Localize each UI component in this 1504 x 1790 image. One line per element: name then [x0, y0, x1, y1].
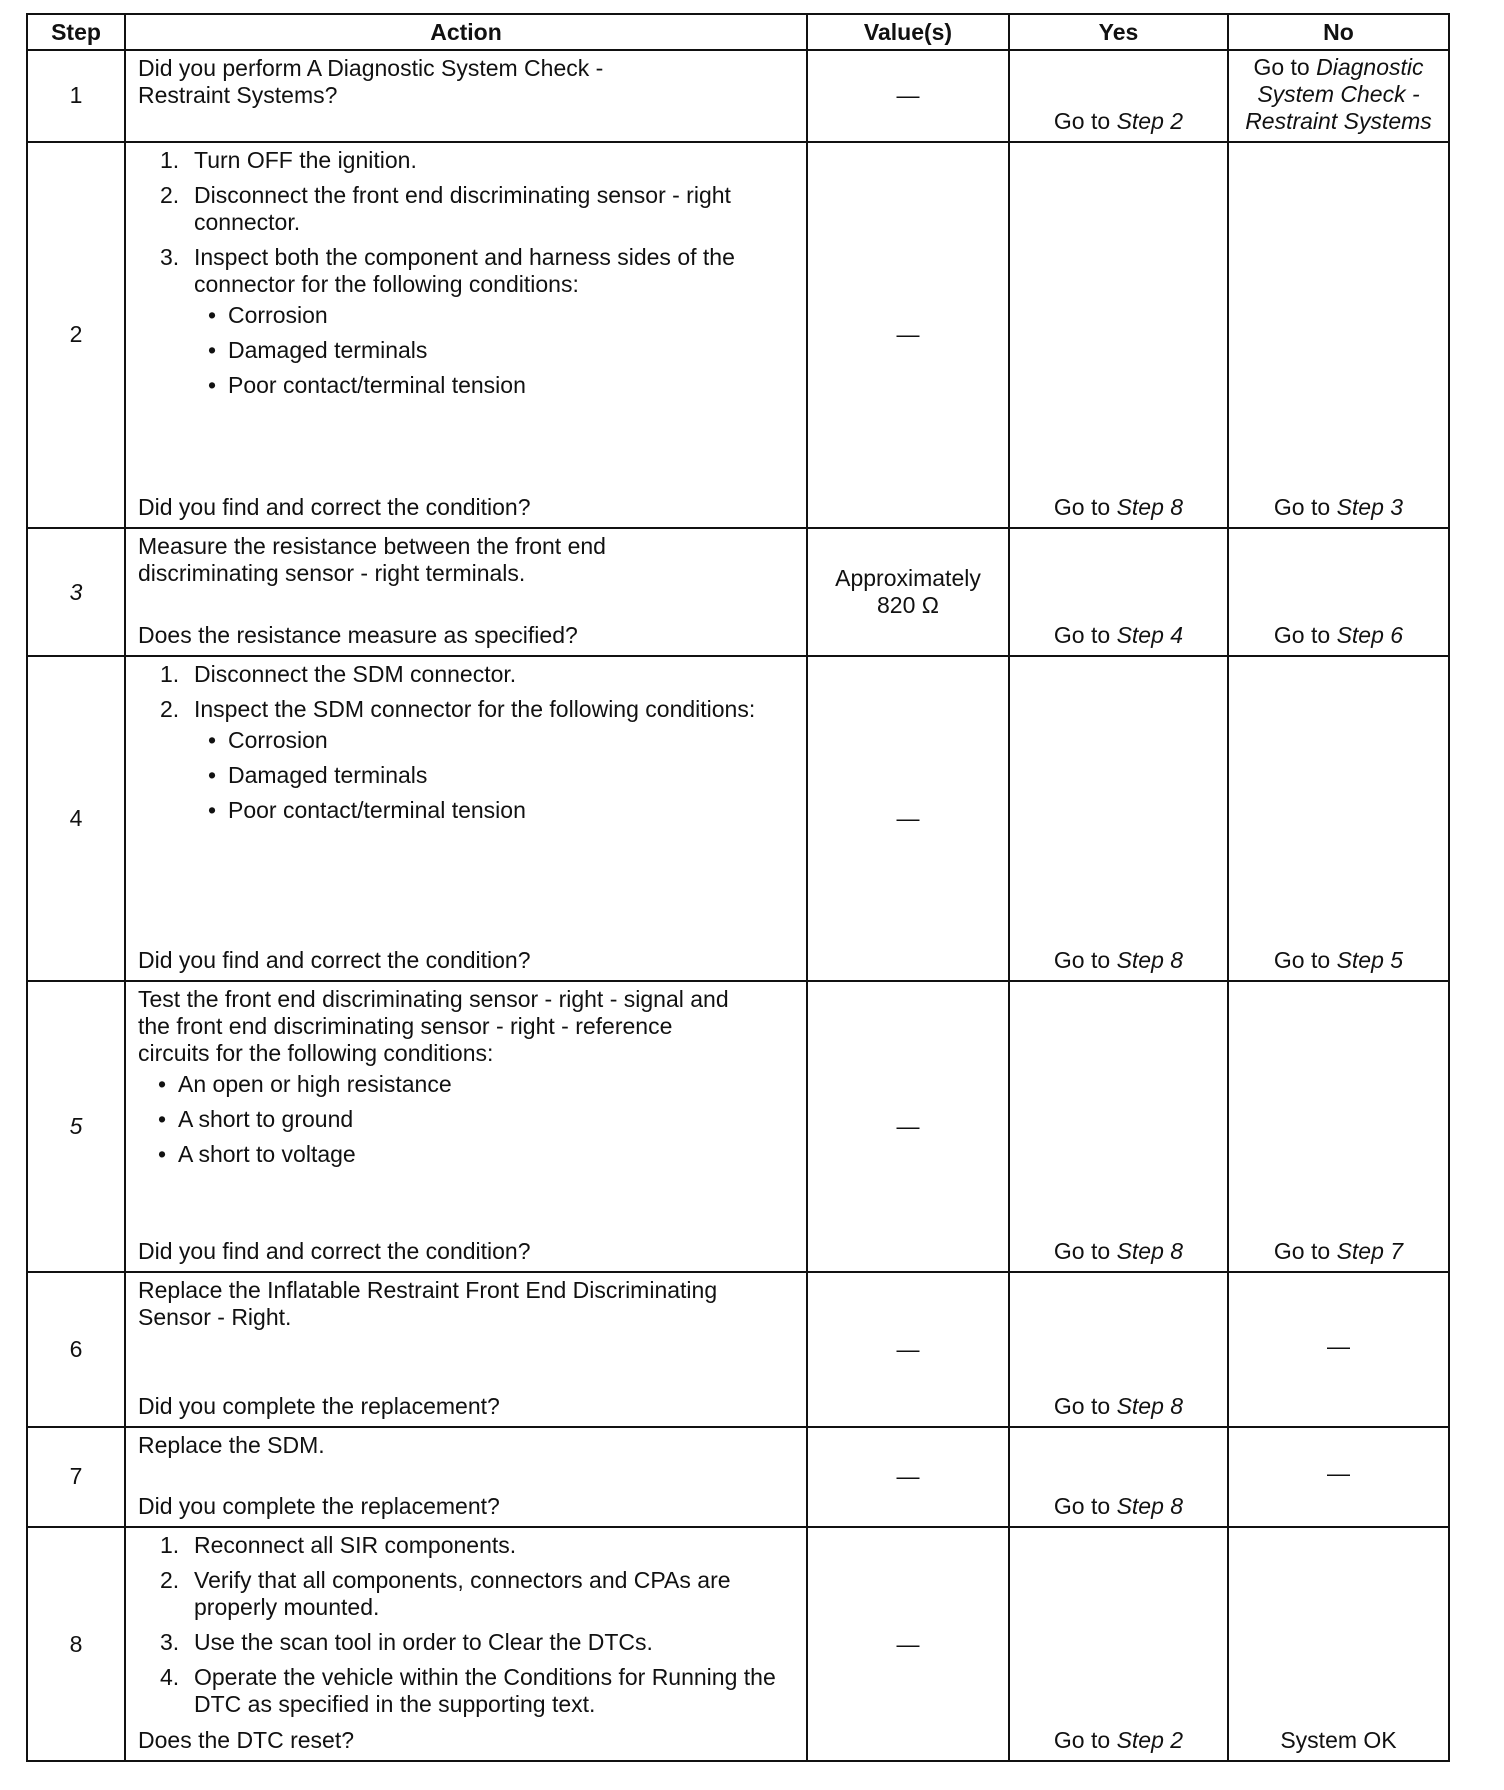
table-row — [27, 1272, 1449, 1427]
no-cell: Go to Step 6 — [1228, 528, 1449, 656]
step-number: 8 — [27, 1527, 125, 1761]
no-step-link[interactable]: Step 3 — [1336, 494, 1404, 521]
list-item: 3. Use the scan tool in order to Clear the DTCs. — [160, 1629, 653, 1656]
value-cell — [807, 528, 1009, 656]
no-step-link[interactable]: Step 6 — [1336, 622, 1404, 649]
bullet-item: • Damaged terminals — [194, 762, 796, 789]
action-cell — [125, 528, 807, 656]
header-no: No — [1228, 14, 1449, 50]
bullet-item: • Damaged terminals — [194, 337, 796, 364]
numbered-list — [138, 661, 796, 824]
table-row — [27, 1427, 1449, 1528]
table-row — [27, 50, 1449, 142]
question-text: Did you complete the replacement? — [138, 1493, 500, 1520]
no-cell: — — [1228, 1272, 1449, 1427]
value-cell: — — [807, 50, 1009, 142]
action-text: Restraint Systems? — [138, 82, 338, 108]
step-number: 5 — [27, 981, 125, 1272]
action-text: Replace the SDM. — [138, 1431, 325, 1458]
yes-step-link[interactable]: Step 8 — [1116, 1392, 1184, 1419]
table-row — [27, 142, 1449, 529]
list-item: 3. Inspect both the component and harness sides of the connector for the following conditions: • Corrosion • Damaged terminals • Poor contact/terminal tension — [160, 244, 796, 399]
action-text: Test the front end discriminating sensor - right - signal and — [138, 985, 729, 1012]
list-item: 1. Disconnect the SDM connector. — [160, 661, 517, 688]
no-ref-line[interactable]: Restraint Systems — [1245, 108, 1432, 134]
header-yes: Yes — [1009, 14, 1228, 50]
list-item: 2. Inspect the SDM connector for the following conditions: • Corrosion • Damaged terminals • Poor contact/terminal tension — [160, 696, 796, 824]
header-row — [27, 14, 1449, 50]
action-text: Sensor - Right. — [138, 1303, 292, 1330]
no-cell: Go to Step 7 — [1228, 981, 1449, 1272]
table-row — [27, 528, 1449, 656]
no-ref-line[interactable]: System Check - — [1257, 81, 1420, 107]
list-item: 1. Reconnect all SIR components. — [160, 1532, 517, 1559]
yes-cell: Go to Step 4 — [1009, 528, 1228, 656]
header-action: Action — [125, 14, 807, 50]
action-text: Did you perform A Diagnostic System Check - — [138, 55, 604, 81]
action-text: circuits for the following conditions: — [138, 1039, 494, 1066]
bullet-item: • A short to ground — [144, 1106, 796, 1133]
no-cell: System OK — [1228, 1527, 1449, 1761]
yes-step-link[interactable]: Step 4 — [1116, 622, 1184, 649]
yes-prefix: Go to — [1053, 107, 1117, 134]
no-prefix: Go to — [1253, 54, 1317, 80]
yes-step-link[interactable]: Step 8 — [1116, 946, 1184, 973]
action-text: discriminating sensor - right terminals. — [138, 560, 526, 587]
yes-step-link[interactable]: Step 8 — [1116, 494, 1184, 521]
step-number: 6 — [27, 1272, 125, 1427]
question-text: Did you find and correct the condition? — [138, 946, 531, 973]
action-cell — [125, 1272, 807, 1427]
list-item: 2. Verify that all components, connectors and CPAs are properly mounted. — [160, 1567, 731, 1621]
table-row — [27, 656, 1449, 980]
value-cell: — — [807, 142, 1009, 529]
action-text: Measure the resistance between the front end — [138, 533, 606, 560]
value-cell: — — [807, 1427, 1009, 1528]
question-text: Did you complete the replacement? — [138, 1392, 500, 1419]
yes-step-link[interactable]: Step 8 — [1116, 1493, 1184, 1520]
bullet-item: • Corrosion — [194, 302, 796, 329]
yes-step-link[interactable]: Step 8 — [1116, 1237, 1184, 1264]
list-item: 4. Operate the vehicle within the Conditions for Running the DTC as specified in the supporting text. — [160, 1664, 776, 1718]
value-cell: — — [807, 1272, 1009, 1427]
bullet-list — [194, 727, 796, 824]
step-number: 4 — [27, 656, 125, 980]
value-line: 820 Ω — [877, 592, 939, 619]
action-cell — [125, 656, 807, 980]
bullet-item: • Corrosion — [194, 727, 796, 754]
step-number: 3 — [27, 528, 125, 656]
action-text: the front end discriminating sensor - right - reference — [138, 1012, 673, 1039]
no-step-link[interactable]: Step 5 — [1336, 946, 1404, 973]
yes-cell: Go to Step 8 — [1009, 1272, 1228, 1427]
question-text: Does the resistance measure as specified? — [138, 622, 578, 649]
table-row — [27, 981, 1449, 1272]
list-item: 2. Disconnect the front end discriminating sensor - right connector. — [160, 181, 731, 235]
action-cell — [125, 981, 807, 1272]
action-cell — [125, 50, 807, 142]
header-step: Step — [27, 14, 125, 50]
action-cell — [125, 142, 807, 529]
bullet-item: • Poor contact/terminal tension — [194, 372, 796, 399]
bullet-item: • Poor contact/terminal tension — [194, 797, 796, 824]
question-text: Does the DTC reset? — [138, 1727, 355, 1753]
no-cell: Go to Step 5 — [1228, 656, 1449, 980]
no-cell — [1228, 50, 1449, 142]
value-line: Approximately — [835, 565, 981, 592]
header-values: Value(s) — [807, 14, 1009, 50]
yes-cell: Go to Step 8 — [1009, 1427, 1228, 1528]
step-number: 7 — [27, 1427, 125, 1528]
value-cell: — — [807, 1527, 1009, 1761]
numbered-list — [138, 147, 796, 399]
yes-step-link[interactable]: Step 2 — [1116, 107, 1184, 134]
action-cell — [125, 1427, 807, 1528]
no-cell: Go to Step 3 — [1228, 142, 1449, 529]
numbered-list — [138, 1532, 796, 1718]
action-text: Replace the Inflatable Restraint Front End Discriminating — [138, 1276, 718, 1303]
bullet-list — [144, 1071, 796, 1168]
bullet-list — [194, 302, 796, 399]
bullet-item: • An open or high resistance — [144, 1071, 796, 1098]
no-ref-line[interactable]: Diagnostic — [1316, 54, 1424, 80]
no-cell: — — [1228, 1427, 1449, 1528]
yes-cell: Go to Step 8 — [1009, 656, 1228, 980]
yes-cell: Go to Step 2 — [1009, 1527, 1228, 1761]
value-cell: — — [807, 656, 1009, 980]
list-item: 1. Turn OFF the ignition. — [160, 146, 417, 173]
question-text: Did you find and correct the condition? — [138, 494, 531, 521]
yes-cell: Go to Step 8 — [1009, 981, 1228, 1272]
value-cell: — — [807, 981, 1009, 1272]
bullet-item: • A short to voltage — [144, 1141, 796, 1168]
step-number: 2 — [27, 142, 125, 529]
diagnostic-table — [26, 13, 1450, 1762]
table-row — [27, 1527, 1449, 1761]
no-step-link[interactable]: Step 7 — [1336, 1237, 1404, 1264]
step-number: 1 — [27, 50, 125, 142]
yes-cell — [1009, 50, 1228, 142]
yes-cell: Go to Step 8 — [1009, 142, 1228, 529]
action-cell — [125, 1527, 807, 1761]
question-text: Did you find and correct the condition? — [138, 1237, 531, 1264]
yes-step-link[interactable]: Step 2 — [1116, 1727, 1184, 1753]
